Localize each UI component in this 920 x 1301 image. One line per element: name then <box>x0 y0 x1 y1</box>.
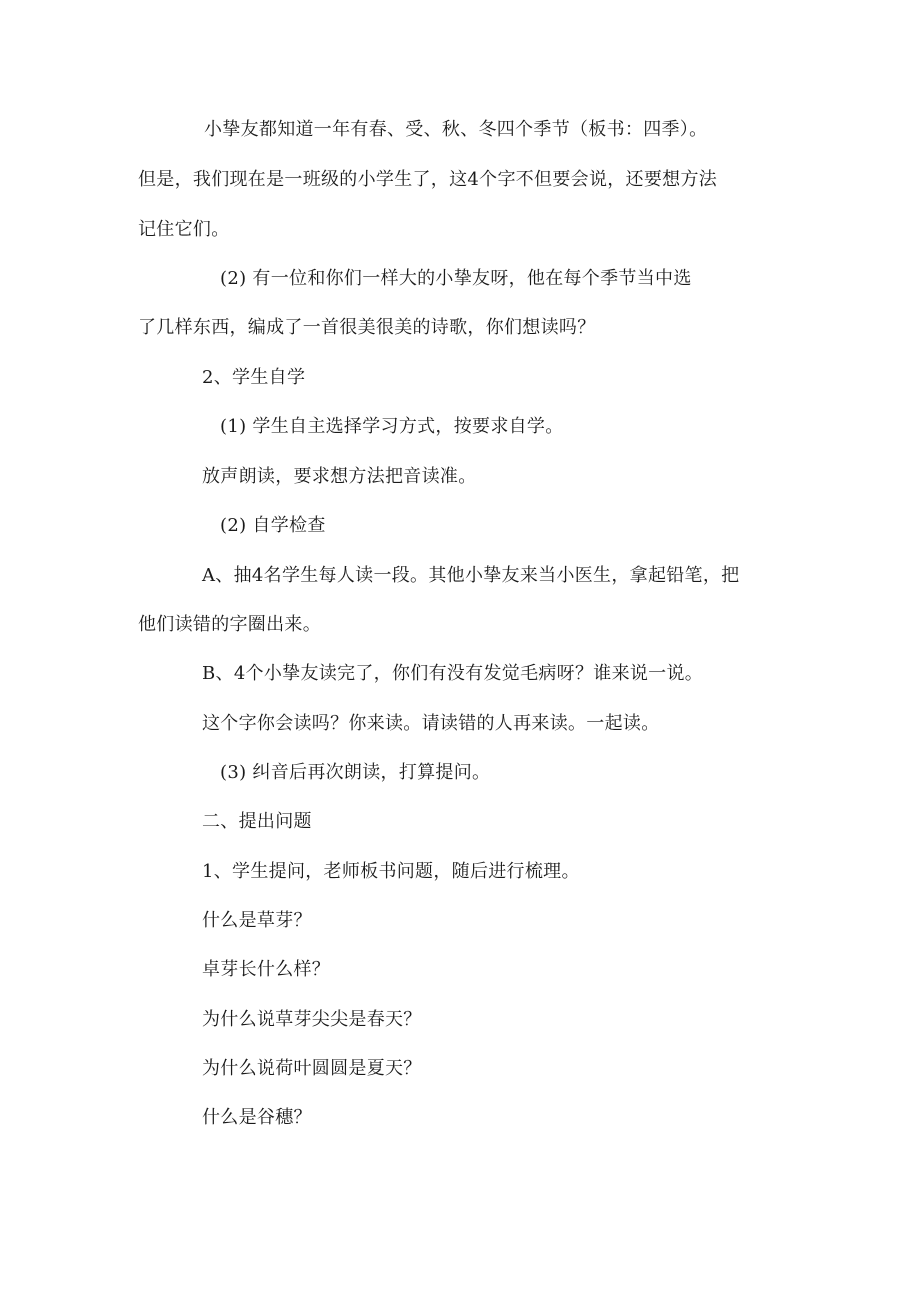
paragraph-line: A、抽4名学生每人读一段。其他小挚友来当小医生，拿起铅笔，把 <box>202 565 740 586</box>
section-heading: 2、学生自学 <box>202 367 306 388</box>
paragraph-line: 1、学生提问，老师板书问题，随后进行梳理。 <box>202 861 580 882</box>
paragraph-line: (2) 有一位和你们一样大的小挚友呀，他在每个季节当中选 <box>220 268 692 289</box>
paragraph-line: 他们读错的字圈出来。 <box>138 614 321 635</box>
question-line: 为什么说草芽尖尖是春天？ <box>202 1009 422 1030</box>
paragraph-line: 小挚友都知道一年有春、受、秋、冬四个季节（板书：四季）。 <box>204 119 708 140</box>
paragraph-line: 但是，我们现在是一班级的小学生了，这4个字不但要会说，还要想方法 <box>138 169 718 190</box>
question-line: 什么是谷穗？ <box>202 1107 312 1128</box>
paragraph-line: B、4个小挚友读完了，你们有没有发觉毛病呀？谁来说一说。 <box>202 663 704 684</box>
paragraph-line: 放声朗读，要求想方法把音读准。 <box>202 466 477 487</box>
paragraph-line: 了几样东西，编成了一首很美很美的诗歌，你们想读吗？ <box>138 317 596 338</box>
question-line: 什么是草芽？ <box>202 910 312 931</box>
paragraph-line: (2) 自学检查 <box>220 515 326 536</box>
paragraph-line: (3) 纠音后再次朗读，打算提问。 <box>220 762 491 783</box>
paragraph-line: 记住它们。 <box>138 219 230 240</box>
paragraph-line: (1) 学生自主选择学习方式，按要求自学。 <box>220 416 564 437</box>
question-line: 为什么说荷叶圆圆是夏天？ <box>202 1058 422 1079</box>
question-line: 卓芽长什么样？ <box>202 959 331 980</box>
paragraph-line: 这个字你会读吗？你来读。请读错的人再来读。一起读。 <box>202 713 660 734</box>
section-heading: 二、提出问题 <box>202 811 312 832</box>
